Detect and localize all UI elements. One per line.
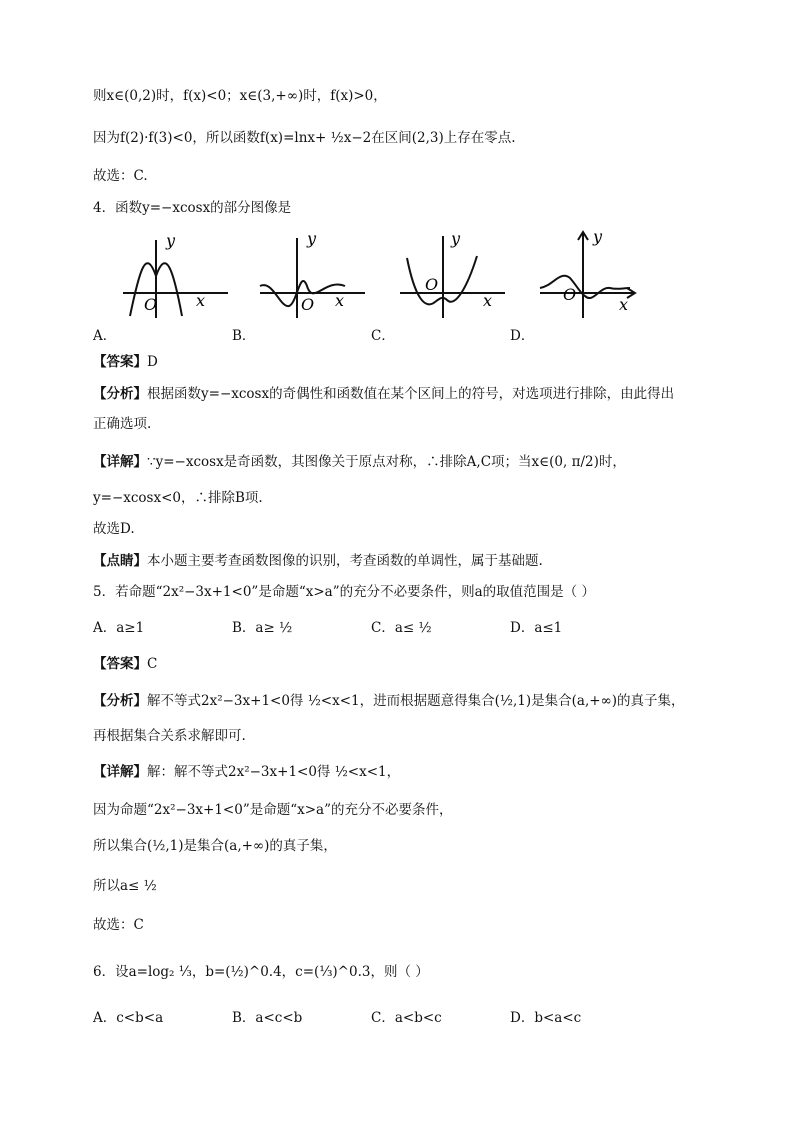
analysis-5-cont: 再根据集合关系求解即可. bbox=[93, 728, 246, 744]
detail-5: 【详解】解：解不等式2x²−3x+1<0得 ½<x<1， bbox=[93, 764, 401, 780]
question-4: 4．函数y=−xcosx的部分图像是 bbox=[93, 200, 292, 216]
section-tag: 【答案】 bbox=[93, 656, 147, 672]
q6-option-b: B．a<c<b bbox=[232, 1010, 303, 1026]
graph-option-b bbox=[255, 228, 375, 318]
detail-4: 【详解】∵y=−xcosx是奇函数，其图像关于原点对称，∴排除A,C项；当x∈(0, π/2)时， bbox=[93, 454, 626, 470]
answer-4: 【答案】D bbox=[93, 354, 158, 370]
q5-option-b: B．a≥ ½ bbox=[232, 620, 293, 636]
q6-option-d: D．b<a<c bbox=[510, 1010, 582, 1026]
axis-y-label: y bbox=[166, 231, 176, 250]
graph-option-c bbox=[395, 228, 515, 318]
select-5: 故选：C bbox=[93, 917, 144, 933]
section-tag: 【答案】 bbox=[93, 354, 147, 370]
question-6: 6．设a=log₂ ⅓，b=(½)^0.4，c=(⅓)^0.3，则（ ） bbox=[93, 964, 429, 980]
detail-5-b: 因为命题“2x²−3x+1<0”是命题“x>a”的充分不必要条件， bbox=[93, 802, 453, 818]
axis-x-label: x bbox=[335, 291, 345, 310]
detail-5-c: 所以集合(½,1)是集合(a,+∞)的真子集， bbox=[93, 838, 337, 854]
q6-option-a: A．c<b<a bbox=[93, 1010, 164, 1026]
axis-y-label: y bbox=[307, 229, 317, 248]
text-line: 则x∈(0,2)时，f(x)<0；x∈(3,+∞)时，f(x)>0， bbox=[93, 88, 387, 104]
option-b-label: B． bbox=[232, 328, 256, 344]
axis-y-label: y bbox=[593, 228, 603, 246]
section-tag: 【分析】 bbox=[93, 386, 147, 402]
graph-option-a bbox=[118, 228, 238, 318]
text-line: 故选：C. bbox=[93, 168, 148, 184]
origin-label: O bbox=[301, 295, 315, 314]
option-c-label: C． bbox=[371, 328, 395, 344]
origin-label: O bbox=[425, 275, 439, 294]
answer-5: 【答案】C bbox=[93, 656, 158, 672]
q5-option-c: C．a≤ ½ bbox=[371, 620, 432, 636]
axis-x-label: x bbox=[619, 295, 629, 314]
q5-option-d: D．a≤1 bbox=[510, 620, 563, 636]
q5-option-a: A．a≥1 bbox=[93, 620, 145, 636]
axis-x-label: x bbox=[196, 291, 206, 310]
origin-label: O bbox=[563, 285, 577, 304]
section-tag: 【详解】 bbox=[93, 454, 147, 470]
text-line: 因为f(2)·f(3)<0，所以函数f(x)=lnx+ ½x−2在区间(2,3)上存在零点. bbox=[93, 130, 516, 146]
axis-x-label: x bbox=[483, 291, 493, 310]
select-4: 故选D. bbox=[93, 521, 135, 537]
analysis-4: 【分析】根据函数y=−xcosx的奇偶性和函数值在某个区间上的符号，对选项进行排除，由此得出 bbox=[93, 386, 675, 402]
option-d-label: D． bbox=[510, 328, 535, 344]
section-tag: 【详解】 bbox=[93, 764, 147, 780]
section-tag: 【分析】 bbox=[93, 693, 147, 709]
analysis-4-cont: 正确选项. bbox=[93, 416, 152, 432]
q6-option-c: C．a<b<c bbox=[371, 1010, 442, 1026]
question-5: 5．若命题“2x²−3x+1<0”是命题“x>a”的充分不必要条件，则a的取值范围是（ ） bbox=[93, 584, 595, 600]
axis-y-label: y bbox=[451, 229, 461, 248]
option-a-label: A． bbox=[93, 328, 117, 344]
section-tag: 【点睛】 bbox=[93, 553, 147, 569]
origin-label: O bbox=[144, 295, 158, 314]
detail-5-d: 所以a≤ ½ bbox=[93, 878, 157, 894]
graph-option-d bbox=[535, 228, 655, 318]
detail-4-cont: y=−xcosx<0，∴排除B项. bbox=[93, 490, 263, 506]
analysis-5: 【分析】解不等式2x²−3x+1<0得 ½<x<1，进而根据题意得集合(½,1)是集合(a,+∞)的真子集， bbox=[93, 693, 685, 709]
comment-4: 【点睛】本小题主要考查函数图像的识别，考查函数的单调性，属于基础题. bbox=[93, 553, 543, 569]
